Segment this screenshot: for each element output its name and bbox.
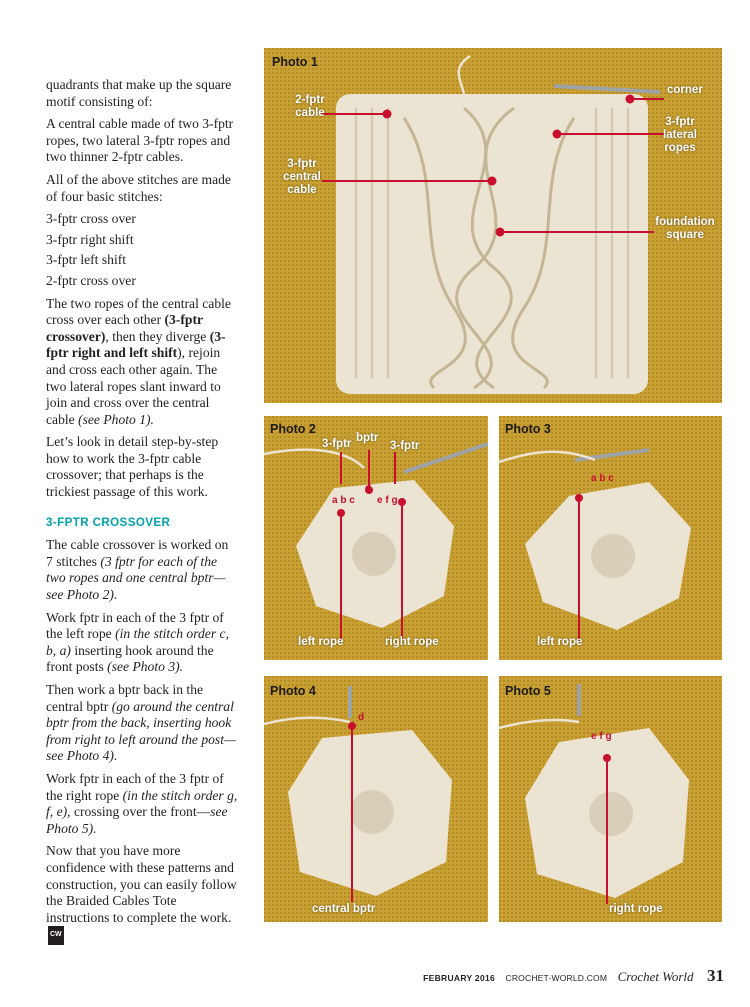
page-number: 31	[707, 966, 724, 985]
letter-d: d	[358, 712, 365, 723]
letter-d: d	[365, 483, 372, 494]
photo-5	[499, 676, 722, 922]
paragraph: All of the above stitches are made of four basic stitches:	[46, 171, 231, 204]
cw-end-mark: CW	[48, 926, 64, 945]
photo-3-title: Photo 3	[505, 422, 551, 436]
photo-2-title: Photo 2	[270, 422, 316, 436]
label-3-fptr-lateral-ropes: 3-fptr lateral ropes	[663, 116, 697, 154]
paragraph: quadrants that make up the square motif consisting of:	[46, 77, 232, 109]
label-2-fptr-cable: 2-fptr cable	[295, 94, 325, 119]
section-heading: 3-FPTR CROSSOVER	[46, 515, 171, 529]
stitch-item: 3-fptr left shift	[46, 252, 127, 268]
label-left-rope: left rope	[537, 636, 583, 648]
label-right-rope: right rope	[385, 636, 439, 648]
label-3-fptr-left: 3-fptr	[322, 438, 352, 450]
issue-date: FEBRUARY 2016	[423, 973, 496, 983]
paragraph: Work fptr in each of the 3 fptr of the right rope (in the stitch order g, f, e), crossing over the front—see Photo 5).	[46, 770, 238, 836]
label-corner: corner	[667, 84, 703, 96]
letters-efg: e f g	[591, 731, 612, 742]
label-bptr: bptr	[356, 432, 379, 444]
paragraph: Work fptr in each of the 3 fptr of the left rope (in the stitch order c, b, a) inserting hook around the front posts (see Photo 3).	[46, 609, 229, 675]
photo-5-image	[499, 676, 722, 922]
photo-1-title: Photo 1	[272, 55, 318, 69]
photo-4-title: Photo 4	[270, 684, 316, 698]
letters-abc: a b c	[332, 495, 355, 506]
stitch-item: 2-fptr cross over	[46, 272, 136, 288]
paragraph: The cable crossover is worked on 7 stitches (3 fptr for each of the two ropes and one central bptr—see Photo 2).	[46, 537, 229, 603]
photo-2	[264, 416, 488, 660]
paragraph: Now that you have more confidence with these patterns and construction, you can easily follow the Braided Cables Tote instructions to complete the work.CW	[46, 843, 238, 945]
paragraph: The two ropes of the central cable cross over each other (3-fptr crossover), then they diverge (3-fptr right and left shift), rejoin and cross each other again. The two lateral ropes slant inward to join and cross over the central cable (see Photo 1).	[46, 295, 231, 427]
photo-3	[499, 416, 722, 660]
magazine-name: Crochet World	[617, 969, 694, 984]
label-3-fptr-central-cable: 3-fptr central cable	[283, 158, 321, 196]
letters-efg: e f g	[377, 495, 398, 506]
website-url: CROCHET-WORLD.COM	[505, 973, 608, 983]
paragraph: Let’s look in detail step-by-step how to work the 3-fptr cable crossover; that perhaps is the trickiest passage of this work.	[46, 434, 219, 500]
label-right-rope: right rope	[609, 903, 663, 915]
photo-4	[264, 676, 488, 922]
paragraph: A central cable made of two 3-fptr ropes, two lateral 3-fptr ropes and two thinner 2-fptr cables.	[46, 116, 234, 165]
article-text-column	[46, 77, 238, 951]
paragraph: Then work a bptr back in the central bptr (go around the central bptr from the back, inserting hook from right to left around the post—see Photo 4).	[46, 682, 237, 764]
label-3-fptr-right: 3-fptr	[390, 440, 420, 452]
label-central-bptr: central bptr	[312, 903, 376, 915]
photo-1	[264, 48, 722, 403]
page-footer	[423, 966, 724, 986]
letters-abc: a b c	[591, 473, 614, 484]
photo-2-image	[264, 416, 488, 660]
photo-4-image	[264, 676, 488, 922]
label-left-rope: left rope	[298, 636, 344, 648]
label-foundation-square: foundation square	[655, 216, 715, 241]
stitch-item: 3-fptr right shift	[46, 231, 134, 247]
photo-5-title: Photo 5	[505, 684, 551, 698]
stitch-item: 3-fptr cross over	[46, 211, 136, 227]
photo-3-image	[499, 416, 722, 660]
